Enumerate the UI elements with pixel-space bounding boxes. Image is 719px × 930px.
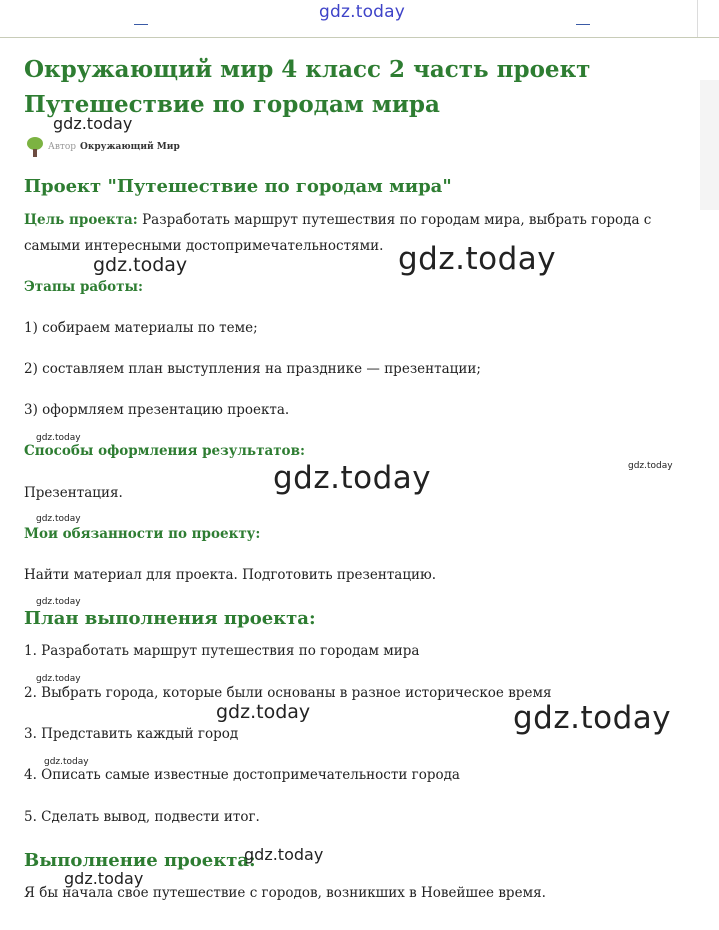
format-label: Способы оформления результатов: bbox=[24, 443, 305, 459]
watermark: gdz.today bbox=[36, 514, 81, 524]
page-title-line-2: Путешествие по городам мира bbox=[24, 91, 440, 118]
watermark: gdz.today bbox=[93, 254, 188, 276]
watermark: gdz.today bbox=[64, 869, 144, 888]
goal-text-cont: самыми интересными достопримечательностями. bbox=[24, 238, 384, 254]
sidebar-edge bbox=[700, 80, 719, 210]
tree-icon bbox=[25, 137, 45, 157]
execution-text: Я бы начала свое путешествие с городов, возникших в Новейшее время. bbox=[24, 885, 546, 901]
stage-item: 1) собираем материалы по теме; bbox=[24, 320, 258, 336]
execution-heading: Выполнение проекта: bbox=[24, 850, 256, 871]
format-text: Презентация. bbox=[24, 485, 123, 501]
plan-item: 5. Сделать вывод, подвести итог. bbox=[24, 809, 260, 825]
watermark: gdz.today bbox=[53, 114, 133, 133]
watermark: gdz.today bbox=[628, 461, 673, 471]
watermark: gdz.today bbox=[273, 460, 432, 496]
project-heading: Проект "Путешествие по городам мира" bbox=[24, 176, 452, 197]
watermark: gdz.today bbox=[36, 433, 81, 443]
watermark: gdz.today bbox=[216, 701, 311, 723]
watermark: gdz.today bbox=[36, 597, 81, 607]
site-logo[interactable]: gdz.today bbox=[319, 2, 406, 22]
watermark: gdz.today bbox=[36, 674, 81, 684]
plan-item: 1. Разработать маршрут путешествия по городам мира bbox=[24, 643, 420, 659]
stage-item: 2) составляем план выступления на празднике — презентации; bbox=[24, 361, 481, 377]
header-divider bbox=[697, 0, 698, 38]
header-divider bbox=[134, 24, 148, 25]
header-rule bbox=[0, 37, 719, 38]
page-title bbox=[24, 52, 664, 122]
watermark: gdz.today bbox=[244, 845, 324, 864]
stage-item: 3) оформляем презентацию проекта. bbox=[24, 402, 290, 418]
page-title-line-1: Окружающий мир 4 класс 2 часть проект bbox=[24, 56, 591, 83]
goal-text: Разработать маршрут путешествия по городам мира, выбрать города с bbox=[137, 212, 652, 228]
watermark: gdz.today bbox=[398, 241, 557, 277]
site-header bbox=[0, 0, 719, 38]
plan-heading: План выполнения проекта: bbox=[24, 608, 316, 629]
project-goal bbox=[24, 207, 674, 259]
watermark: gdz.today bbox=[513, 700, 672, 736]
article-meta bbox=[25, 137, 180, 157]
duties-label: Мои обязанности по проекту: bbox=[24, 526, 261, 542]
plan-item: 2. Выбрать города, которые были основаны в разное историческое время bbox=[24, 685, 552, 701]
stages-label: Этапы работы: bbox=[24, 279, 144, 295]
author-link[interactable]: Окружающий Мир bbox=[80, 142, 180, 152]
watermark: gdz.today bbox=[44, 757, 89, 767]
goal-label: Цель проекта: bbox=[24, 212, 138, 228]
plan-item: 3. Представить каждый город bbox=[24, 726, 239, 742]
author-label: Автор bbox=[48, 142, 77, 152]
plan-item: 4. Описать самые известные достопримечательности города bbox=[24, 767, 460, 783]
header-divider bbox=[576, 24, 590, 25]
duties-text: Найти материал для проекта. Подготовить презентацию. bbox=[24, 567, 437, 583]
